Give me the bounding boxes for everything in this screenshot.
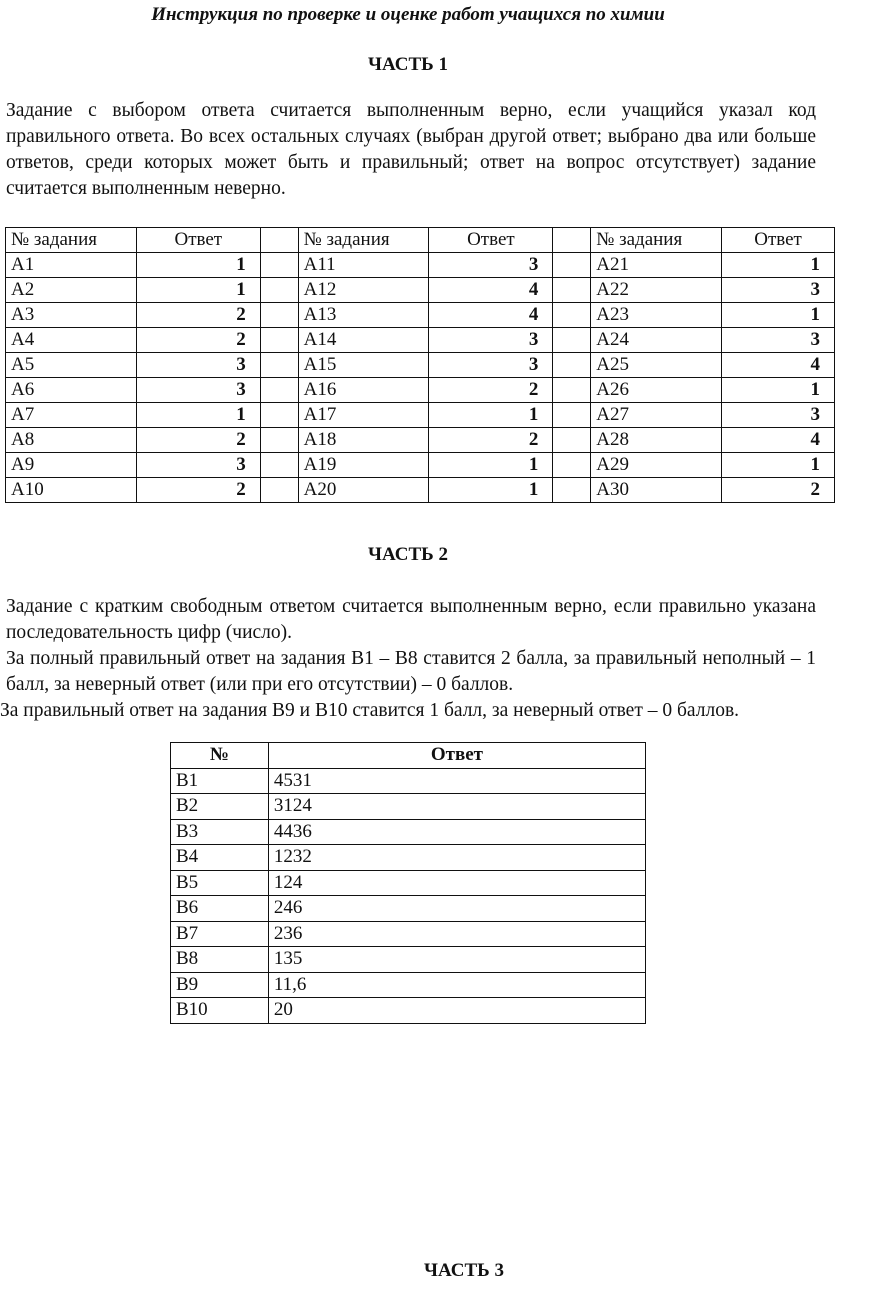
- part1-answer-table: [5, 227, 835, 503]
- task-number-cell: А27: [591, 403, 722, 428]
- answer-cell: 4436: [268, 819, 645, 845]
- task-number-cell: В9: [171, 972, 269, 998]
- table-row: [6, 353, 835, 378]
- answer-cell: 4: [429, 303, 553, 328]
- spacer-cell: [260, 478, 298, 503]
- task-number-cell: В6: [171, 896, 269, 922]
- spacer-cell: [553, 303, 591, 328]
- answer-header: Ответ: [722, 228, 835, 253]
- answer-cell: 1232: [268, 845, 645, 871]
- part2-para2: За полный правильный ответ на задания В1 – В8 ставится 2 балла, за правильный неполный – 1 балл, за неверный ответ (или при его отсутствии) – 0 баллов.: [6, 648, 816, 695]
- spacer-cell: [260, 303, 298, 328]
- answer-cell: 3: [429, 353, 553, 378]
- table-row: [6, 303, 835, 328]
- table-row: [171, 998, 646, 1024]
- table-row: [6, 328, 835, 353]
- spacer-cell: [260, 378, 298, 403]
- task-number-header: № задания: [591, 228, 722, 253]
- task-number-cell: А13: [298, 303, 429, 328]
- part2-answer-table: [170, 742, 646, 1024]
- task-number-cell: В2: [171, 794, 269, 820]
- task-number-cell: А12: [298, 278, 429, 303]
- answer-cell: 3: [136, 453, 260, 478]
- task-number-cell: А24: [591, 328, 722, 353]
- answer-cell: 11,6: [268, 972, 645, 998]
- task-number-cell: А4: [6, 328, 137, 353]
- answer-header: Ответ: [136, 228, 260, 253]
- answer-cell: 3: [429, 253, 553, 278]
- task-number-cell: А19: [298, 453, 429, 478]
- table-row: [171, 947, 646, 973]
- answer-cell: 2: [136, 428, 260, 453]
- table-row: [6, 403, 835, 428]
- table-row: [6, 278, 835, 303]
- task-number-cell: А17: [298, 403, 429, 428]
- answer-cell: 3: [722, 278, 835, 303]
- answer-cell: 2: [136, 478, 260, 503]
- task-number-cell: А9: [6, 453, 137, 478]
- table-row: [171, 794, 646, 820]
- table-row: [171, 870, 646, 896]
- table-row: [171, 845, 646, 871]
- answer-cell: 3: [136, 353, 260, 378]
- spacer-cell: [553, 353, 591, 378]
- task-number-cell: А7: [6, 403, 137, 428]
- table-row: [171, 819, 646, 845]
- answer-cell: 4: [722, 353, 835, 378]
- answer-cell: 1: [136, 403, 260, 428]
- answer-cell: 3124: [268, 794, 645, 820]
- answer-cell: 2: [136, 328, 260, 353]
- task-number-cell: А15: [298, 353, 429, 378]
- part3-heading: ЧАСТЬ 3: [424, 1260, 504, 1281]
- number-header: №: [171, 743, 269, 769]
- answer-cell: 2: [429, 428, 553, 453]
- task-number-cell: А23: [591, 303, 722, 328]
- spacer-cell: [553, 328, 591, 353]
- spacer-cell: [260, 353, 298, 378]
- answer-cell: 4: [722, 428, 835, 453]
- task-number-header: № задания: [298, 228, 429, 253]
- answer-cell: 4531: [268, 768, 645, 794]
- table-header-row: [6, 228, 835, 253]
- task-number-header: № задания: [6, 228, 137, 253]
- spacer-cell: [553, 378, 591, 403]
- answer-cell: 1: [429, 478, 553, 503]
- task-number-cell: В5: [171, 870, 269, 896]
- spacer-cell: [260, 253, 298, 278]
- answer-cell: 1: [136, 278, 260, 303]
- task-number-cell: А22: [591, 278, 722, 303]
- part1-heading: ЧАСТЬ 1: [368, 54, 448, 75]
- answer-header: Ответ: [268, 743, 645, 769]
- task-number-cell: А1: [6, 253, 137, 278]
- task-number-cell: В8: [171, 947, 269, 973]
- answer-cell: 3: [136, 378, 260, 403]
- task-number-cell: А28: [591, 428, 722, 453]
- task-number-cell: А18: [298, 428, 429, 453]
- spacer-cell: [553, 453, 591, 478]
- document-title: Инструкция по проверке и оценке работ учащихся по химии: [151, 4, 665, 25]
- answer-cell: 1: [136, 253, 260, 278]
- part1-instructions: [6, 98, 816, 202]
- task-number-cell: В3: [171, 819, 269, 845]
- part2-para3: За правильный ответ на задания В9 и В10 ставится 1 балл, за неверный ответ – 0 баллов.: [0, 700, 740, 721]
- task-number-cell: А29: [591, 453, 722, 478]
- task-number-cell: В4: [171, 845, 269, 871]
- part2-instructions: [0, 594, 816, 724]
- answer-cell: 1: [429, 453, 553, 478]
- answer-cell: 1: [722, 453, 835, 478]
- task-number-cell: А10: [6, 478, 137, 503]
- answer-cell: 1: [722, 378, 835, 403]
- table-row: [171, 921, 646, 947]
- spacer-cell: [260, 403, 298, 428]
- table-row: [6, 428, 835, 453]
- part2-heading: ЧАСТЬ 2: [368, 544, 448, 565]
- spacer-cell: [553, 403, 591, 428]
- task-number-cell: А6: [6, 378, 137, 403]
- task-number-cell: А8: [6, 428, 137, 453]
- answer-cell: 2: [429, 378, 553, 403]
- answer-cell: 135: [268, 947, 645, 973]
- table-header-row: [171, 743, 646, 769]
- part2-para1: Задание с кратким свободным ответом считается выполненным верно, если правильно указана последовательность цифр (число).: [6, 596, 816, 643]
- task-number-cell: А2: [6, 278, 137, 303]
- spacer-cell: [260, 328, 298, 353]
- answer-cell: 2: [722, 478, 835, 503]
- task-number-cell: А26: [591, 378, 722, 403]
- table-row: [171, 768, 646, 794]
- table-row: [171, 972, 646, 998]
- answer-cell: 246: [268, 896, 645, 922]
- task-number-cell: В10: [171, 998, 269, 1024]
- spacer-cell: [553, 228, 591, 253]
- task-number-cell: А3: [6, 303, 137, 328]
- answer-header: Ответ: [429, 228, 553, 253]
- answer-cell: 4: [429, 278, 553, 303]
- part1-text: Задание с выбором ответа считается выполненным верно, если учащийся указал код правильного ответа. Во всех остальных случаях (выбран другой ответ; выбрано два или больше ответов, среди которых может быть и правильный; ответ на вопрос отсутствует) задание считается выполненным неверно.: [6, 100, 816, 199]
- task-number-cell: А5: [6, 353, 137, 378]
- answer-cell: 2: [136, 303, 260, 328]
- task-number-cell: В1: [171, 768, 269, 794]
- answer-cell: 20: [268, 998, 645, 1024]
- task-number-cell: А20: [298, 478, 429, 503]
- spacer-cell: [553, 478, 591, 503]
- answer-cell: 3: [429, 328, 553, 353]
- task-number-cell: А11: [298, 253, 429, 278]
- table-row: [6, 378, 835, 403]
- task-number-cell: В7: [171, 921, 269, 947]
- answer-cell: 1: [722, 303, 835, 328]
- table-row: [6, 478, 835, 503]
- spacer-cell: [553, 253, 591, 278]
- spacer-cell: [260, 453, 298, 478]
- answer-cell: 3: [722, 328, 835, 353]
- task-number-cell: А30: [591, 478, 722, 503]
- task-number-cell: А25: [591, 353, 722, 378]
- spacer-cell: [553, 428, 591, 453]
- table-row: [6, 253, 835, 278]
- answer-cell: 236: [268, 921, 645, 947]
- spacer-cell: [553, 278, 591, 303]
- spacer-cell: [260, 428, 298, 453]
- table-row: [6, 453, 835, 478]
- table-row: [171, 896, 646, 922]
- answer-cell: 124: [268, 870, 645, 896]
- answer-cell: 3: [722, 403, 835, 428]
- answer-cell: 1: [429, 403, 553, 428]
- answer-cell: 1: [722, 253, 835, 278]
- spacer-cell: [260, 278, 298, 303]
- task-number-cell: А21: [591, 253, 722, 278]
- task-number-cell: А14: [298, 328, 429, 353]
- task-number-cell: А16: [298, 378, 429, 403]
- spacer-cell: [260, 228, 298, 253]
